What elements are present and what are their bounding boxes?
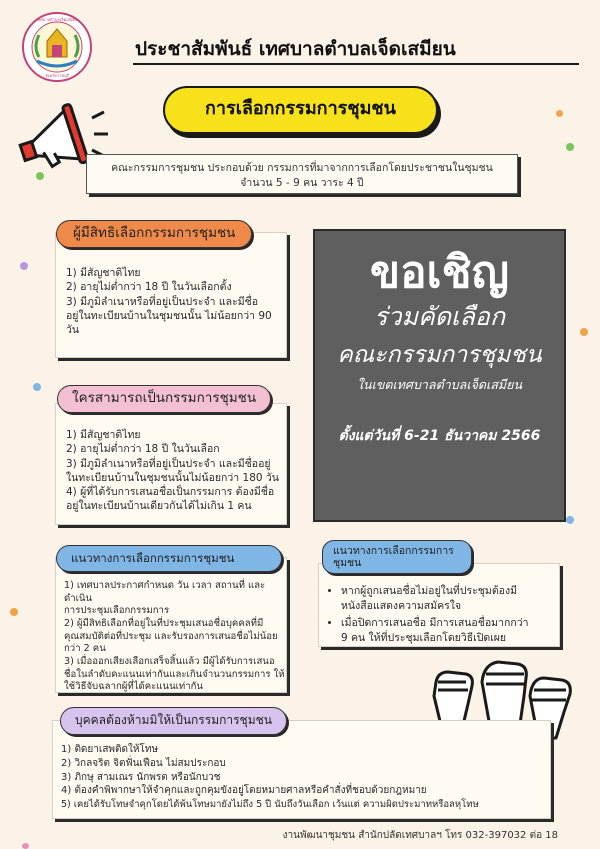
decor-dot-pink (22, 843, 29, 849)
list-item: 1) มีสัญชาติไทย (66, 267, 141, 279)
prohibited-list (61, 743, 550, 811)
voters-heading: ผู้มีสิทธิเลือกกรรมการชุมชน (56, 220, 252, 248)
process2-card (318, 563, 560, 647)
list-item: 3) มีภูมิลำเนาหรือที่อยู่เป็นประจำ และมีชื่อ (66, 295, 259, 308)
intro-box (86, 154, 518, 194)
bullet-1-line-1: หากผู้ถูกเสนอชื่อไม่อยู่ในที่ประชุมต้องมี (341, 585, 518, 597)
decor-dot-blue-right (566, 516, 574, 524)
list-item: 5) เคยได้รับโทษจำคุกโดยได้พ้นโทษมายังไม่ถึง 5 ปี นับถึงวันเลือก เว้นแต่ ความผิดประมาทหรือลหุโทษ (61, 799, 479, 811)
process-list (64, 580, 286, 694)
invite-line-1: ขอเชิญ (370, 247, 509, 298)
prohibited-card (52, 720, 551, 819)
intro-line-2: จำนวน 5 - 9 คน วาระ 4 ปี (240, 176, 364, 189)
decor-dot-orange-right (580, 328, 588, 336)
candidates-heading: ใครสามารถเป็นกรรมการชุมชน (57, 385, 271, 413)
list-item: ชื่อในลำดับคะแนนเท่ากันและเกินจำนวนกรรมการ ให้ (64, 668, 285, 680)
list-item: 2) อายุไม่ต่ำกว่า 18 ปี ในวันเลือก (66, 443, 220, 456)
process2-heading-line-1: แนวทางการเลือกกรรมการ (333, 545, 454, 557)
banner (163, 86, 438, 134)
decor-dot-purple (20, 262, 28, 270)
list-item: อยู่ในทะเบียนบ้านในชุมชนนั้น ไม่น้อยกว่า 90 (66, 309, 272, 322)
list-item: กว่า 2 คน (64, 643, 106, 655)
seal-bottom-text: จังหวัดราชบุรี (45, 73, 69, 78)
process-card (55, 557, 287, 693)
candidates-list (66, 428, 286, 514)
list-item: ในทะเบียนบ้านในชุมชนนั้นไม่น้อยกว่า 180 วัน (66, 471, 279, 484)
invitation-panel (313, 229, 566, 522)
decor-dot-blue (33, 383, 41, 391)
list-item: 2) วิกลจริต จิตฟั่นเฟือน ไม่สมประกอบ (61, 757, 226, 769)
list-item: การประชุมเลือกกรรมการ (64, 605, 170, 617)
invite-line-4: ในเขตเทศบาลตำบลเจ็ดเสมียน (356, 376, 523, 392)
page-title: ประชาสัมพันธ์ เทศบาลตำบลเจ็ดเสมียน (135, 38, 456, 60)
process2-list (325, 584, 553, 646)
list-item: 1) มีสัญชาติไทย (66, 429, 141, 441)
bullet-2-line-1: เมื่อปิดการเสนอชื่อ มีการเสนอชื่อมากกว่า (341, 617, 529, 630)
bullet-1-line-2: หนังสือแสดงความสมัครใจ (341, 599, 462, 612)
invite-line-2: ร่วมคัดเลือก (374, 302, 505, 332)
prohibited-heading: บุคคลต้องห้ามมิให้เป็นกรรมการชุมชน (60, 707, 287, 735)
list-item: 1) ติดยาเสพติดให้โทษ (61, 744, 159, 755)
decor-dot-orange-left (10, 608, 18, 616)
intro-line-1: คณะกรรมการชุมชน ประกอบด้วย กรรมการที่มาจากการเลือกโดยประชาชนในชุมชน (111, 162, 493, 174)
municipal-seal-icon (21, 11, 93, 83)
list-item: อยู่ในทะเบียนบ้านเดียวกันได้ไม่เกิน 1 คน (66, 500, 252, 513)
list-item: ใช้วิธีจับฉลากผู้ที่ได้คะแนนเท่ากัน (64, 681, 203, 693)
list-item (341, 616, 553, 645)
list-item: 3) เมื่อออกเสียงเลือกเสร็จสิ้นแล้ว มีผู้ได้รับการเสนอ (64, 655, 275, 667)
list-item: 4) ผู้ที่ได้รับการเสนอชื่อเป็นกรรมการ ต้องมีชื่อ (66, 486, 275, 499)
invite-line-5: ตั้งแต่วันที่ 6-21 ธันวาคม 2566 (338, 427, 541, 444)
process2-heading-line-2: ชุมชน (333, 557, 362, 570)
list-item: 2) อายุไม่ต่ำกว่า 18 ปี ในวันเลือกตั้ง (66, 281, 232, 294)
list-item: วัน (66, 324, 80, 337)
list-item (341, 584, 553, 613)
voters-list (66, 266, 286, 337)
process-heading: แนวทางการเลือกกรรมการชุมชน (56, 545, 282, 572)
candidates-card (55, 403, 287, 525)
invite-line-3: คณะกรรมการชุมชน (337, 342, 542, 369)
decor-dot-green-right (566, 143, 574, 151)
list-item: คุณสมบัติต่อที่ประชุม และรับรองการเสนอชื่อไม่น้อย (64, 630, 278, 642)
list-item: 4) ต้องคำพิพากษาให้จำคุกและถูกคุมขังอยู่โดยหมายศาลหรือคำสั่งที่ชอบด้วยกฎหมาย (61, 785, 427, 797)
list-item: 3) ภิกษุ สามเณร นักพรต หรือนักบวช (61, 771, 221, 783)
decor-dot-orange (556, 110, 563, 117)
title-underline (133, 63, 579, 65)
banner-label: การเลือกกรรมการชุมชน (205, 98, 396, 119)
process2-heading (322, 540, 472, 574)
voters-card (55, 232, 287, 358)
seal-top-text: เทศบาลตำบลเจ็ดเสมียน (36, 17, 78, 22)
list-item: 2) ผู้มีสิทธิเลือกที่อยู่ในที่ประชุมเสนอชื่อบุคคลที่มี (64, 617, 264, 629)
list-item: 1) เทศบาลประกาศกำหนด วัน เวลา สถานที่ และดำเนิน (64, 580, 266, 604)
bullet-2-line-2: 9 คน ให้ที่ประชุมเลือกโดยวิธีเปิดเผย (341, 632, 507, 645)
list-item: 3) มีภูมิลำเนาหรือที่อยู่เป็นประจำ และมีชื่ออยู่ (66, 457, 271, 470)
footer-text: งานพัฒนาชุมชน สำนักปลัดเทศบาลฯ โทร 032-397032 ต่อ 18 (282, 830, 558, 841)
